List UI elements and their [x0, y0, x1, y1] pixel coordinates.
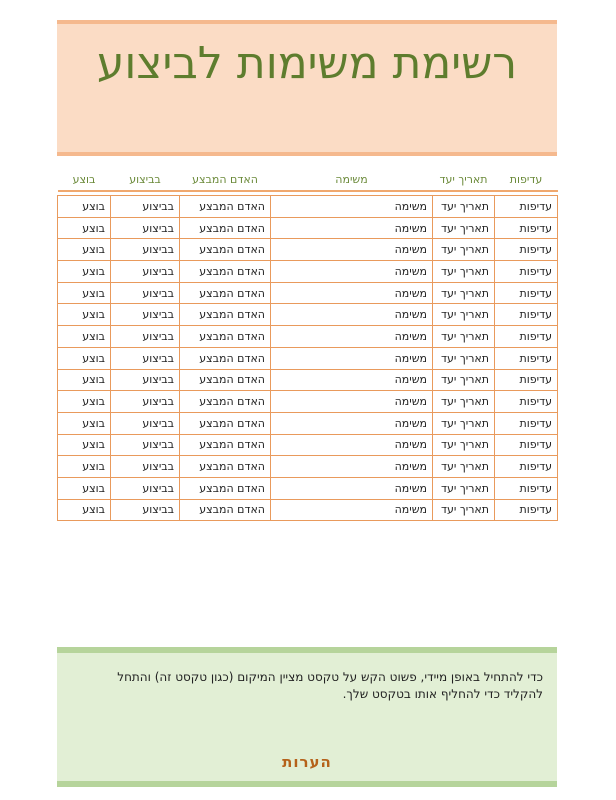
- in-progress-cell[interactable]: בביצוע: [111, 261, 180, 283]
- title-banner: [57, 20, 557, 156]
- done-cell[interactable]: בוצע: [58, 456, 111, 478]
- assignee-cell[interactable]: האדם המבצע: [180, 217, 271, 239]
- priority-cell[interactable]: עדיפות: [495, 434, 558, 456]
- priority-cell[interactable]: עדיפות: [495, 347, 558, 369]
- in-progress-cell[interactable]: בביצוע: [111, 326, 180, 348]
- table-row: [58, 304, 558, 326]
- done-cell[interactable]: בוצע: [58, 217, 111, 239]
- due-date-cell[interactable]: תאריך יעד: [433, 217, 495, 239]
- done-cell[interactable]: בוצע: [58, 239, 111, 261]
- table-header-row: [58, 168, 558, 191]
- priority-cell[interactable]: עדיפות: [495, 239, 558, 261]
- in-progress-cell[interactable]: בביצוע: [111, 282, 180, 304]
- assignee-cell[interactable]: האדם המבצע: [180, 304, 271, 326]
- task-cell[interactable]: משימה: [271, 391, 433, 413]
- due-date-cell[interactable]: תאריך יעד: [433, 282, 495, 304]
- task-cell[interactable]: משימה: [271, 369, 433, 391]
- due-date-cell[interactable]: תאריך יעד: [433, 499, 495, 521]
- assignee-cell[interactable]: האדם המבצע: [180, 282, 271, 304]
- task-cell[interactable]: משימה: [271, 477, 433, 499]
- done-cell[interactable]: בוצע: [58, 282, 111, 304]
- task-cell[interactable]: משימה: [271, 347, 433, 369]
- table-row: [58, 196, 558, 218]
- assignee-cell[interactable]: האדם המבצע: [180, 326, 271, 348]
- assignee-cell[interactable]: האדם המבצע: [180, 347, 271, 369]
- priority-cell[interactable]: עדיפות: [495, 196, 558, 218]
- table-row: [58, 412, 558, 434]
- due-date-cell[interactable]: תאריך יעד: [433, 434, 495, 456]
- in-progress-cell[interactable]: בביצוע: [111, 477, 180, 499]
- priority-cell[interactable]: עדיפות: [495, 326, 558, 348]
- table-row: [58, 456, 558, 478]
- notes-label: הערות: [282, 753, 332, 771]
- due-date-cell[interactable]: תאריך יעד: [433, 412, 495, 434]
- table-row: [58, 217, 558, 239]
- priority-cell[interactable]: עדיפות: [495, 391, 558, 413]
- task-cell[interactable]: משימה: [271, 499, 433, 521]
- assignee-cell[interactable]: האדם המבצע: [180, 499, 271, 521]
- due-date-cell[interactable]: תאריך יעד: [433, 347, 495, 369]
- in-progress-cell[interactable]: בביצוע: [111, 217, 180, 239]
- done-cell[interactable]: בוצע: [58, 369, 111, 391]
- table-row: [58, 369, 558, 391]
- table-row: [58, 239, 558, 261]
- due-date-cell[interactable]: תאריך יעד: [433, 456, 495, 478]
- priority-cell[interactable]: עדיפות: [495, 282, 558, 304]
- in-progress-cell[interactable]: בביצוע: [111, 196, 180, 218]
- priority-cell[interactable]: עדיפות: [495, 412, 558, 434]
- due-date-cell[interactable]: תאריך יעד: [433, 369, 495, 391]
- assignee-cell[interactable]: האדם המבצע: [180, 412, 271, 434]
- in-progress-cell[interactable]: בביצוע: [111, 239, 180, 261]
- assignee-cell[interactable]: האדם המבצע: [180, 477, 271, 499]
- notes-panel: [57, 647, 557, 787]
- priority-cell[interactable]: עדיפות: [495, 261, 558, 283]
- due-date-cell[interactable]: תאריך יעד: [433, 261, 495, 283]
- done-cell[interactable]: בוצע: [58, 477, 111, 499]
- column-header-priority: עדיפות: [495, 168, 558, 191]
- task-cell[interactable]: משימה: [271, 282, 433, 304]
- in-progress-cell[interactable]: בביצוע: [111, 412, 180, 434]
- assignee-cell[interactable]: האדם המבצע: [180, 391, 271, 413]
- due-date-cell[interactable]: תאריך יעד: [433, 304, 495, 326]
- done-cell[interactable]: בוצע: [58, 326, 111, 348]
- priority-cell[interactable]: עדיפות: [495, 477, 558, 499]
- assignee-cell[interactable]: האדם המבצע: [180, 196, 271, 218]
- task-table: [57, 168, 558, 521]
- column-header-done: בוצע: [58, 168, 111, 191]
- in-progress-cell[interactable]: בביצוע: [111, 304, 180, 326]
- in-progress-cell[interactable]: בביצוע: [111, 347, 180, 369]
- task-cell[interactable]: משימה: [271, 304, 433, 326]
- done-cell[interactable]: בוצע: [58, 304, 111, 326]
- in-progress-cell[interactable]: בביצוע: [111, 369, 180, 391]
- table-row: [58, 499, 558, 521]
- priority-cell[interactable]: עדיפות: [495, 217, 558, 239]
- table-row: [58, 261, 558, 283]
- in-progress-cell[interactable]: בביצוע: [111, 391, 180, 413]
- assignee-cell[interactable]: האדם המבצע: [180, 456, 271, 478]
- done-cell[interactable]: בוצע: [58, 196, 111, 218]
- done-cell[interactable]: בוצע: [58, 434, 111, 456]
- due-date-cell[interactable]: תאריך יעד: [433, 391, 495, 413]
- priority-cell[interactable]: עדיפות: [495, 304, 558, 326]
- table-row: [58, 326, 558, 348]
- task-cell[interactable]: משימה: [271, 412, 433, 434]
- in-progress-cell[interactable]: בביצוע: [111, 499, 180, 521]
- page-title[interactable]: רשימת משימות לביצוע: [96, 38, 518, 89]
- task-cell[interactable]: משימה: [271, 456, 433, 478]
- priority-cell[interactable]: עדיפות: [495, 499, 558, 521]
- due-date-cell[interactable]: תאריך יעד: [433, 239, 495, 261]
- table-row: [58, 477, 558, 499]
- priority-cell[interactable]: עדיפות: [495, 369, 558, 391]
- column-header-in-progress: בביצוע: [111, 168, 180, 191]
- in-progress-cell[interactable]: בביצוע: [111, 434, 180, 456]
- task-cell[interactable]: משימה: [271, 434, 433, 456]
- assignee-cell[interactable]: האדם המבצע: [180, 434, 271, 456]
- table-row: [58, 282, 558, 304]
- task-cell[interactable]: משימה: [271, 261, 433, 283]
- due-date-cell[interactable]: תאריך יעד: [433, 196, 495, 218]
- task-cell[interactable]: משימה: [271, 326, 433, 348]
- priority-cell[interactable]: עדיפות: [495, 456, 558, 478]
- done-cell[interactable]: בוצע: [58, 391, 111, 413]
- assignee-cell[interactable]: האדם המבצע: [180, 261, 271, 283]
- notes-text[interactable]: כדי להתחיל באופן מיידי, פשוט הקש על טקסט מציין המיקום (כגון טקסט זה) והתחל להקליד כדי להחליף אותו בטקסט שלך.: [117, 670, 543, 701]
- due-date-cell[interactable]: תאריך יעד: [433, 477, 495, 499]
- task-cell[interactable]: משימה: [271, 196, 433, 218]
- task-cell[interactable]: משימה: [271, 217, 433, 239]
- column-header-due-date: תאריך יעד: [433, 168, 495, 191]
- done-cell[interactable]: בוצע: [58, 261, 111, 283]
- column-header-assignee: האדם המבצע: [180, 168, 271, 191]
- done-cell[interactable]: בוצע: [58, 499, 111, 521]
- done-cell[interactable]: בוצע: [58, 347, 111, 369]
- table-row: [58, 347, 558, 369]
- in-progress-cell[interactable]: בביצוע: [111, 456, 180, 478]
- assignee-cell[interactable]: האדם המבצע: [180, 369, 271, 391]
- table-row: [58, 391, 558, 413]
- task-cell[interactable]: משימה: [271, 239, 433, 261]
- due-date-cell[interactable]: תאריך יעד: [433, 326, 495, 348]
- table-row: [58, 434, 558, 456]
- done-cell[interactable]: בוצע: [58, 412, 111, 434]
- assignee-cell[interactable]: האדם המבצע: [180, 239, 271, 261]
- column-header-task: משימה: [271, 168, 433, 191]
